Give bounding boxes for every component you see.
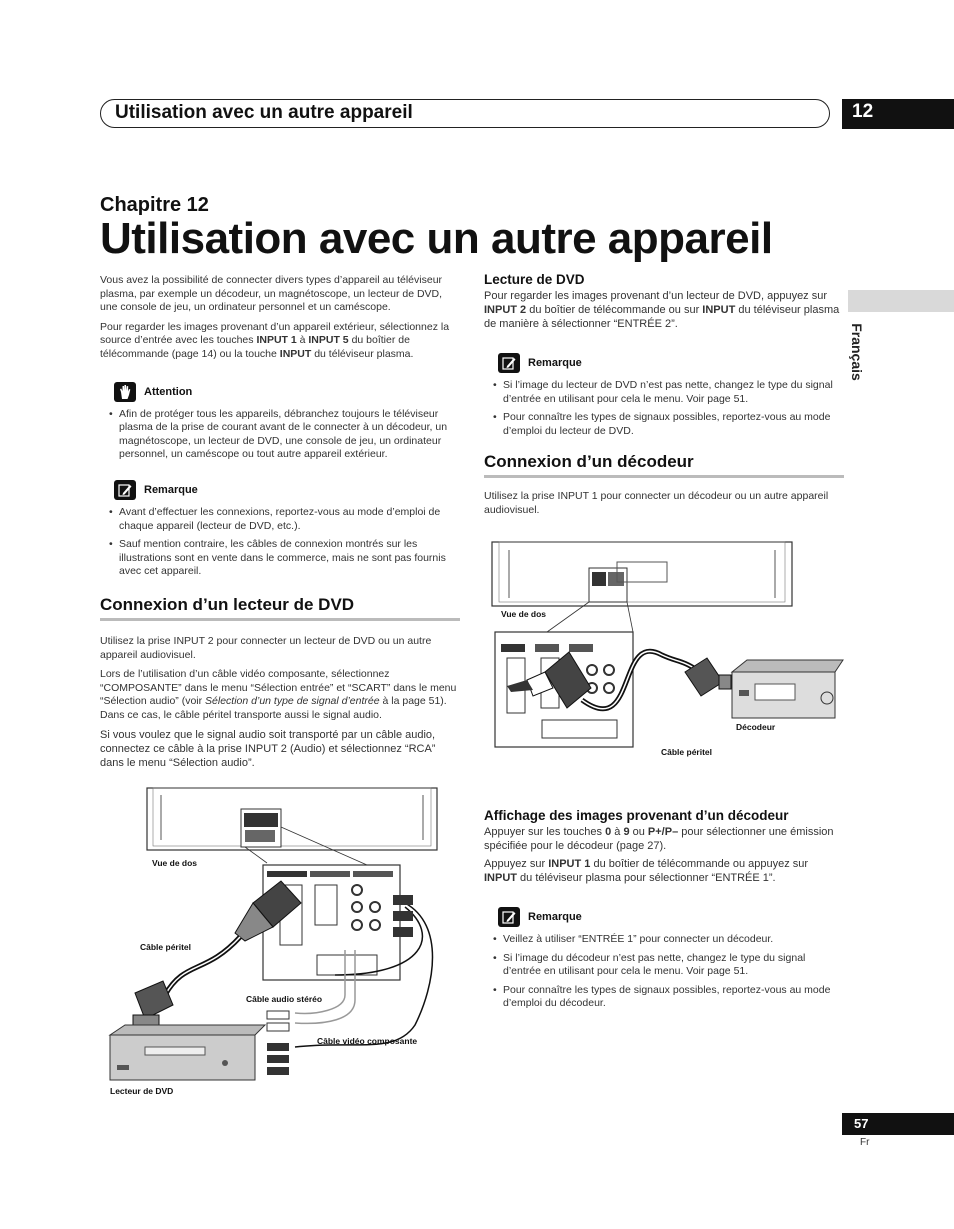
- decoder-display-paragraph-1: Appuyer sur les touches 0 à 9 ou P+/P– pour sélectionner une émission spécifiée pour le décodeur (page 27).: [484, 826, 834, 852]
- list-item: • Avant d’effectuer les connexions, reportez-vous au mode d’emploi de chaque appareil (lecteur de DVD, etc.).: [108, 506, 460, 533]
- decoder-display-paragraph-2: Appuyez sur INPUT 1 du boîtier de télécommande ou appuyez sur INPUT du téléviseur plasma pour sélectionner “ENTRÉE 1”.: [484, 858, 809, 884]
- dvd-paragraph-1: Utilisez la prise INPUT 2 pour connecter un lecteur de DVD ou un autre appareil audiovisuel.: [100, 634, 432, 661]
- page-number: 57: [842, 1113, 954, 1135]
- pencil-note-icon: [114, 480, 136, 500]
- list-item: • Si l’image du lecteur de DVD n’est pas nette, changez le type du signal d’entrée en utilisant pour cela le menu. Voir page 51.: [492, 379, 844, 406]
- note3-heading: [498, 907, 844, 927]
- left-column: [100, 274, 460, 776]
- attention-label: Attention: [144, 385, 193, 398]
- intro-paragraph-2: Pour regarder les images provenant d’un appareil extérieur, sélectionnez la source d’entrée avec les touches INPUT 1 à INPUT 5 du boîtier de télécommande (page 14) ou la touche INPUT du téléviseur plasma.: [100, 320, 450, 360]
- fig2-decoder-caption: Décodeur: [736, 722, 776, 732]
- lecture-dvd-text: Pour regarder les images provenant d’un lecteur de DVD, appuyez sur INPUT 2 du boîtier de télécommande ou sur INPUT du téléviseur plasma de manière à sélectionner “ENTRÉE 2”.: [484, 290, 840, 330]
- note3-list: [492, 933, 844, 1011]
- decoder-display-heading: Affichage des images provenant d’un décodeur: [484, 808, 789, 823]
- fig1-dvd-player-caption: Lecteur de DVD: [110, 1086, 174, 1096]
- page-language-code: Fr: [860, 1137, 870, 1148]
- pencil-note-icon: [498, 353, 520, 373]
- fig1-component-cable-caption: Câble vidéo composante: [317, 1036, 418, 1046]
- pencil-note-icon: [498, 907, 520, 927]
- running-header-title: Utilisation avec un autre appareil: [115, 102, 413, 123]
- list-item: • Pour connaître les types de signaux possibles, reportez-vous au mode d’emploi du lecteur de DVD.: [492, 411, 844, 438]
- attention-list: [108, 408, 460, 462]
- dvd-paragraph-2: Lors de l’utilisation d’un câble vidéo composante, sélectionnez “COMPOSANTE” dans le menu “Sélection entrée” et “SCART” dans le menu “Sélection audio” (voir Sélection d’un type de signal d’entrée à la page 51). Dans ce cas, le câble péritel transporte aussi le signal audio.: [100, 668, 457, 721]
- lecture-dvd-heading: Lecture de DVD: [484, 272, 585, 287]
- chapter-number-tab: 12: [842, 99, 954, 129]
- decoder-paragraph-1: Utilisez la prise INPUT 1 pour connecter un décodeur ou un autre appareil audiovisuel.: [484, 490, 829, 516]
- hand-stop-icon: [114, 382, 136, 402]
- note1-label: Remarque: [144, 483, 198, 496]
- list-item: • Si l’image du décodeur n’est pas nette, changez le type du signal d’entrée en utilisant pour cela le menu. Voir page 51.: [492, 952, 844, 979]
- fig2-rear-view-caption: Vue de dos: [501, 609, 547, 619]
- fig1-scart-cable-caption: Câble péritel: [140, 942, 192, 952]
- dvd-connection-figure: [105, 785, 455, 1105]
- language-tab: [848, 290, 954, 312]
- list-item: • Sauf mention contraire, les câbles de connexion montrés sur les illustrations sont en vente dans le commerce, mais ne sont pas fournis avec cet appareil.: [108, 538, 460, 579]
- decoder-connection-illustration: [487, 540, 847, 765]
- fig2-scart-cable-caption: Câble péritel: [661, 747, 713, 757]
- note2-list: [492, 379, 844, 438]
- chapter-title: Utilisation avec un autre appareil: [100, 214, 773, 263]
- intro-paragraph-1: Vous avez la possibilité de connecter divers types d’appareil au téléviseur plasma, par exemple un décodeur, un magnétoscope, un lecteur de DVD, une console de jeu, un ordinateur personnel et un caméscope.: [100, 274, 443, 314]
- dvd-section-heading: Connexion d’un lecteur de DVD: [100, 595, 460, 621]
- note3-label: Remarque: [528, 911, 582, 923]
- fig1-audio-cable-caption: Câble audio stéréo: [246, 994, 323, 1004]
- note1-list: [108, 506, 460, 579]
- chapter-label: Chapitre 12: [100, 194, 209, 216]
- right-column-lower: [484, 808, 844, 1016]
- note1-heading: [114, 480, 460, 500]
- list-item: • Afin de protéger tous les appareils, débranchez toujours le téléviseur plasma de la prise de courant avant de le connecter à un décodeur, un magnétoscope, un lecteur de DVD, une console de jeu, un ordinateur personnel, un caméscope ou tout autre appareil extérieur.: [108, 408, 460, 462]
- dvd-paragraph-3: Si vous voulez que le signal audio soit transporté par un câble audio, connectez ce câble à la prise INPUT 2 (Audio) et sélectionnez “RCA” dans le menu “Sélection audio”.: [100, 729, 436, 770]
- decoder-section: [484, 452, 844, 517]
- fig1-rear-view-caption: Vue de dos: [152, 858, 198, 868]
- note2-label: Remarque: [528, 357, 582, 369]
- attention-heading: [114, 382, 460, 402]
- decoder-connection-figure: [487, 540, 847, 765]
- right-column: [484, 272, 844, 524]
- language-label: Français: [848, 323, 865, 381]
- list-item: • Veillez à utiliser “ENTRÉE 1” pour connecter un décodeur.: [492, 933, 844, 947]
- decoder-section-heading: Connexion d’un décodeur: [484, 452, 844, 478]
- list-item: • Pour connaître les types de signaux possibles, reportez-vous au mode d’emploi du décodeur.: [492, 984, 844, 1011]
- note2-heading: [498, 353, 844, 373]
- dvd-section: [100, 595, 460, 771]
